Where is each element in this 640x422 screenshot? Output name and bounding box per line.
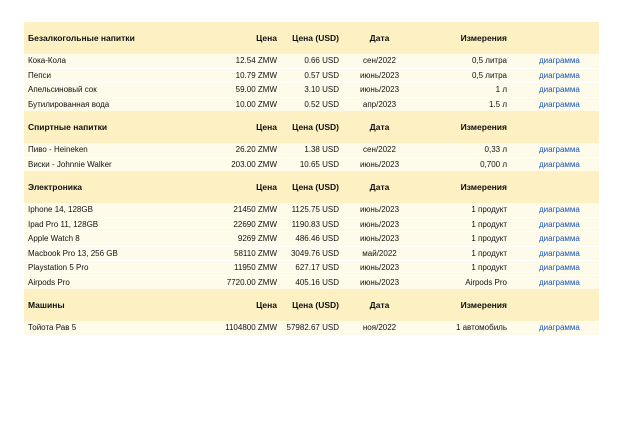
item-date: июнь/2023: [343, 203, 416, 217]
table-row: [24, 203, 599, 217]
table-row: [24, 143, 599, 157]
chart-link[interactable]: диаграмма: [511, 261, 599, 276]
column-header-price: Цена: [194, 111, 281, 143]
item-name: Апельсиновый сок: [24, 83, 194, 98]
item-date: сен/2022: [343, 54, 416, 68]
item-measure: 1 автомобиль: [416, 321, 511, 335]
column-header-date: Дата: [343, 22, 416, 54]
section-title: Безалкогольные напитки: [24, 22, 194, 54]
item-price-usd: 57982.67 USD: [281, 321, 343, 335]
chart-link[interactable]: диаграмма: [511, 246, 599, 261]
chart-link[interactable]: диаграмма: [511, 275, 599, 289]
chart-link[interactable]: диаграмма: [511, 157, 599, 171]
section-title: Электроника: [24, 171, 194, 203]
column-header-date: Дата: [343, 289, 416, 321]
table-row: [24, 54, 599, 68]
item-price-usd: 405.16 USD: [281, 275, 343, 289]
column-header-price-usd: Цена (USD): [281, 111, 343, 143]
column-header-price-usd: Цена (USD): [281, 289, 343, 321]
item-measure: 1 продукт: [416, 246, 511, 261]
item-price-usd: 627.17 USD: [281, 261, 343, 276]
item-price-usd: 3.10 USD: [281, 83, 343, 98]
item-date: июнь/2023: [343, 232, 416, 247]
section-header: [24, 111, 599, 143]
chart-link[interactable]: диаграмма: [511, 97, 599, 111]
table-row: [24, 83, 599, 98]
column-header-price: Цена: [194, 22, 281, 54]
item-price: 1104800 ZMW: [194, 321, 281, 335]
section-table: [24, 289, 599, 335]
section-table: [24, 111, 599, 171]
item-price-usd: 0.66 USD: [281, 54, 343, 68]
item-price: 21450 ZMW: [194, 203, 281, 217]
table-row: [24, 246, 599, 261]
item-price-usd: 1125.75 USD: [281, 203, 343, 217]
column-header-price-usd: Цена (USD): [281, 22, 343, 54]
item-price-usd: 1.38 USD: [281, 143, 343, 157]
column-header-measure: Измерения: [416, 111, 511, 143]
item-measure: 0,33 л: [416, 143, 511, 157]
item-date: июнь/2023: [343, 261, 416, 276]
item-measure: 0,5 литра: [416, 54, 511, 68]
section-title: Машины: [24, 289, 194, 321]
item-date: апр/2023: [343, 97, 416, 111]
item-measure: 1 продукт: [416, 217, 511, 232]
chart-link[interactable]: диаграмма: [511, 232, 599, 247]
column-header-price: Цена: [194, 289, 281, 321]
item-name: Airpods Pro: [24, 275, 194, 289]
item-measure: 1.5 л: [416, 97, 511, 111]
item-name: Пиво - Heineken: [24, 143, 194, 157]
column-header-measure: Измерения: [416, 22, 511, 54]
table-row: [24, 97, 599, 111]
column-header-price-usd: Цена (USD): [281, 171, 343, 203]
column-header-price: Цена: [194, 171, 281, 203]
column-header-chart: [511, 111, 599, 143]
table-row: [24, 275, 599, 289]
item-date: июнь/2023: [343, 157, 416, 171]
item-price: 203.00 ZMW: [194, 157, 281, 171]
chart-link[interactable]: диаграмма: [511, 321, 599, 335]
column-header-chart: [511, 22, 599, 54]
column-header-measure: Измерения: [416, 289, 511, 321]
table-row: [24, 157, 599, 171]
item-date: июнь/2023: [343, 217, 416, 232]
item-measure: 0,5 литра: [416, 68, 511, 83]
column-header-date: Дата: [343, 171, 416, 203]
item-name: Macbook Pro 13, 256 GB: [24, 246, 194, 261]
item-price-usd: 1190.83 USD: [281, 217, 343, 232]
item-price: 7720.00 ZMW: [194, 275, 281, 289]
chart-link[interactable]: диаграмма: [511, 54, 599, 68]
item-price: 58110 ZMW: [194, 246, 281, 261]
item-name: Пепси: [24, 68, 194, 83]
item-measure: 1 продукт: [416, 203, 511, 217]
section-table: [24, 171, 599, 289]
item-date: сен/2022: [343, 143, 416, 157]
item-date: июнь/2023: [343, 275, 416, 289]
item-date: июнь/2023: [343, 68, 416, 83]
item-date: май/2022: [343, 246, 416, 261]
item-price-usd: 0.57 USD: [281, 68, 343, 83]
item-name: Apple Watch 8: [24, 232, 194, 247]
table-row: [24, 261, 599, 276]
item-price-usd: 486.46 USD: [281, 232, 343, 247]
section-table: [24, 22, 599, 111]
column-header-chart: [511, 289, 599, 321]
item-price: 22690 ZMW: [194, 217, 281, 232]
item-name: Ipad Pro 11, 128GB: [24, 217, 194, 232]
item-name: Playstation 5 Pro: [24, 261, 194, 276]
item-date: ноя/2022: [343, 321, 416, 335]
item-measure: 1 продукт: [416, 232, 511, 247]
item-measure: 1 продукт: [416, 261, 511, 276]
price-tables: [24, 22, 599, 335]
item-price: 9269 ZMW: [194, 232, 281, 247]
chart-link[interactable]: диаграмма: [511, 68, 599, 83]
section-title: Спиртные напитки: [24, 111, 194, 143]
item-measure: 0,700 л: [416, 157, 511, 171]
chart-link[interactable]: диаграмма: [511, 217, 599, 232]
item-price: 10.00 ZMW: [194, 97, 281, 111]
item-price: 12.54 ZMW: [194, 54, 281, 68]
chart-link[interactable]: диаграмма: [511, 143, 599, 157]
chart-link[interactable]: диаграмма: [511, 83, 599, 98]
item-name: Виски - Johnnie Walker: [24, 157, 194, 171]
section-header: [24, 289, 599, 321]
chart-link[interactable]: диаграмма: [511, 203, 599, 217]
section-header: [24, 22, 599, 54]
column-header-chart: [511, 171, 599, 203]
item-price: 59.00 ZMW: [194, 83, 281, 98]
item-price: 10.79 ZMW: [194, 68, 281, 83]
item-price-usd: 0.52 USD: [281, 97, 343, 111]
column-header-measure: Измерения: [416, 171, 511, 203]
item-date: июнь/2023: [343, 83, 416, 98]
column-header-date: Дата: [343, 111, 416, 143]
table-row: [24, 217, 599, 232]
item-price: 26.20 ZMW: [194, 143, 281, 157]
item-name: Iphone 14, 128GB: [24, 203, 194, 217]
item-measure: Airpods Pro: [416, 275, 511, 289]
table-row: [24, 232, 599, 247]
item-measure: 1 л: [416, 83, 511, 98]
item-price-usd: 10.65 USD: [281, 157, 343, 171]
item-name: Кока-Кола: [24, 54, 194, 68]
table-row: [24, 68, 599, 83]
item-name: Бутилированная вода: [24, 97, 194, 111]
item-price: 11950 ZMW: [194, 261, 281, 276]
item-price-usd: 3049.76 USD: [281, 246, 343, 261]
section-header: [24, 171, 599, 203]
table-row: [24, 321, 599, 335]
item-name: Тойота Рав 5: [24, 321, 194, 335]
